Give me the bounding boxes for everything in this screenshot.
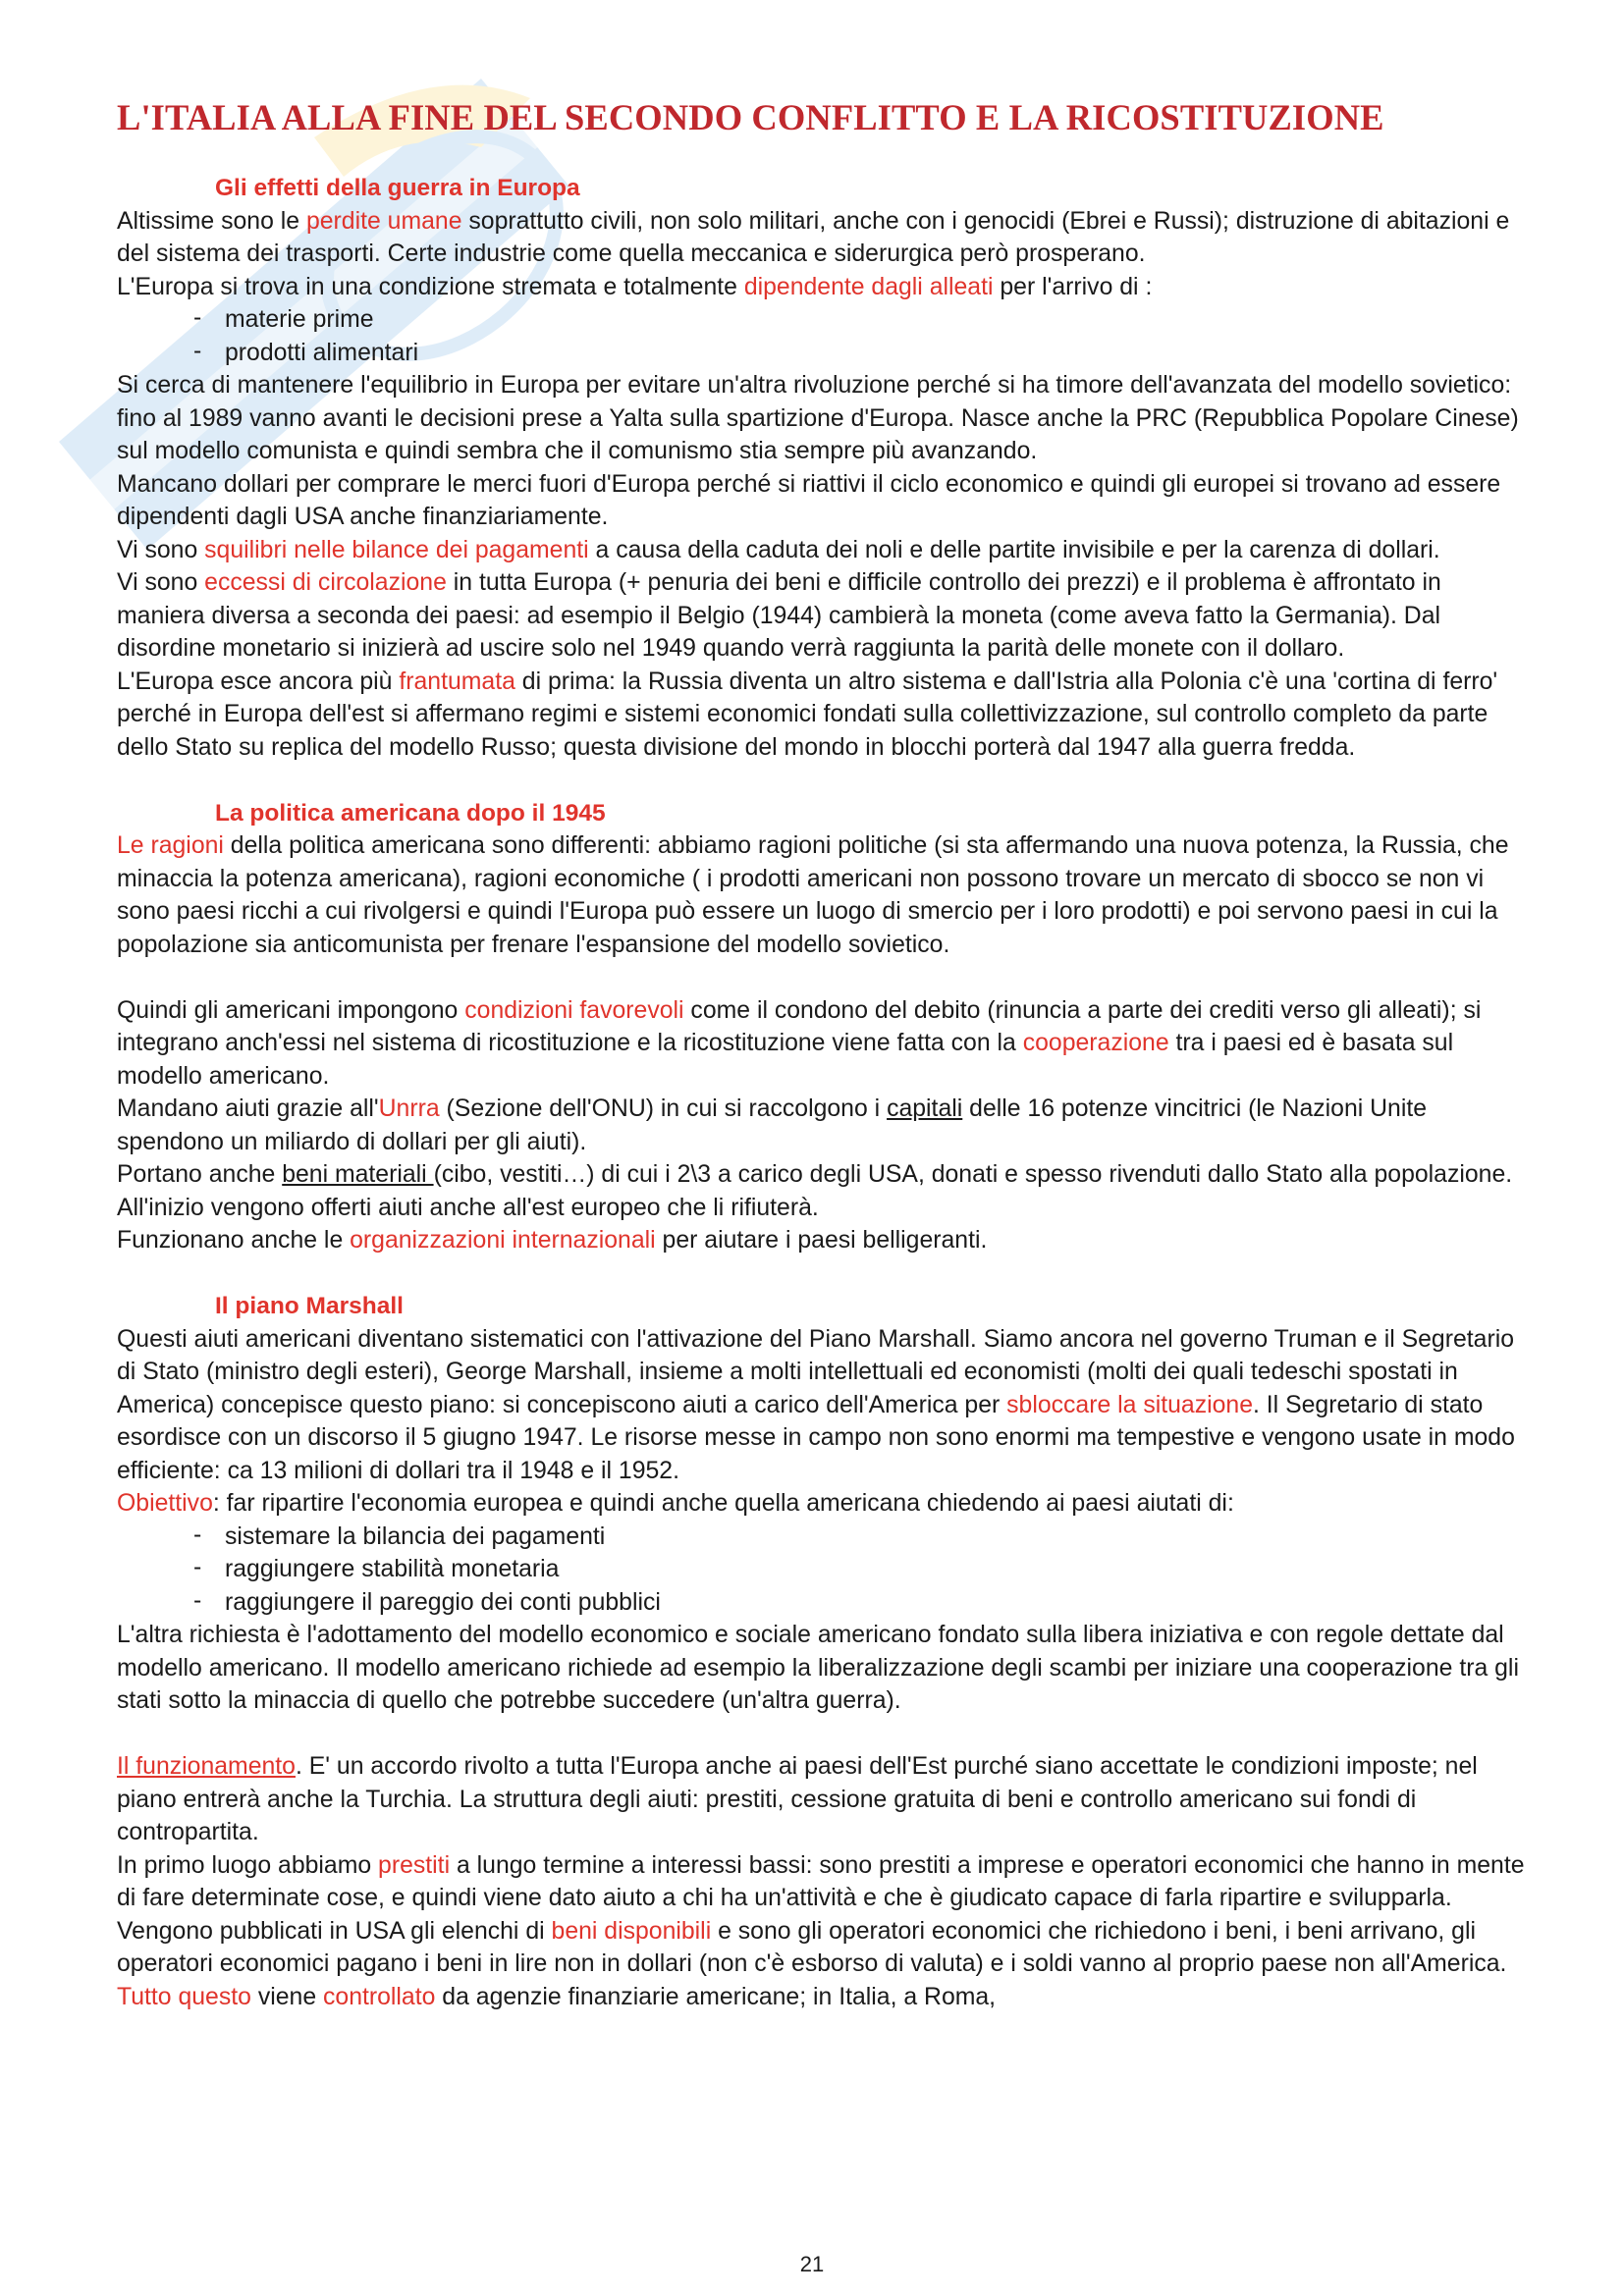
paragraph: Si cerca di mantenere l'equilibrio in Europa per evitare un'altra rivoluzione perché si ha timore dell'avanzata del modello sovietico: fino al 1989 vanno avanti le decisioni prese a Yalta sulla spartizione d'Europa. Nasce anche la PRC (Repubblica Popolare Cinese) sul modello comunista e quindi sembra che il comunismo stia sempre più avanzando. bbox=[117, 372, 1519, 464]
paragraph: Funzionano anche le organizzazioni internazionali per aiutare i paesi belligeranti. bbox=[117, 1227, 988, 1254]
paragraph: Vi sono eccessi di circolazione in tutta Europa (+ penuria dei beni e difficile controllo dei prezzi) e il problema è affrontato in maniera diversa a seconda dei paesi: ad esempio il Belgio (1944) cambierà la moneta (come aveva fatto la Germania). Dal disordine monetario si inizierà ad uscire solo nel 1949 quando verrà raggiunta la parità delle monete con il dollaro. bbox=[117, 569, 1441, 662]
page-title: L'ITALIA ALLA FINE DEL SECONDO CONFLITTO E LA RICOSTITUZIONE bbox=[117, 97, 1384, 137]
highlight: prestiti bbox=[378, 1851, 451, 1879]
paragraph: Obiettivo: far ripartire l'economia europea e quindi anche quella americana chiedendo ai paesi aiutati di: bbox=[117, 1490, 1234, 1517]
paragraph: Questi aiuti americani diventano sistematici con l'attivazione del Piano Marshall. Siamo ancora nel governo Truman e il Segretario di Stato (ministro degli esteri), George Marshall, insieme a molti intellettuali ed economisti (molti dei quali tedeschi spostati in America) concepisce questo piano: si concepiscono aiuti a carico dell'America per sbloccare la situazione. Il Segretario di stato esordisce con un discorso il 5 giugno 1947. Le risorse messe in campo non sono enormi ma tempestive e vengono usate in modo efficiente: ca 13 milioni di dollari tra il 1948 e il 1952. bbox=[117, 1325, 1515, 1484]
section-piano-marshall bbox=[117, 1290, 1531, 2013]
highlight: Il funzionamento bbox=[117, 1753, 296, 1780]
underlined-term: capitali bbox=[887, 1095, 963, 1122]
highlight: squilibri nelle bilance dei pagamenti bbox=[204, 536, 589, 563]
highlight: condizioni favorevoli bbox=[464, 996, 684, 1024]
paragraph: Le ragioni della politica americana sono differenti: abbiamo ragioni politiche (si sta affermando una nuova potenza, la Russia, che minaccia la potenza americana), ragioni economiche ( i prodotti americani non possono trovare un mercato di sbocco se non vi sono paesi ricchi a cui rivolgersi e quindi l'Europa può essere un luogo di smercio per i loro prodotti) e poi servono paesi in cui la popolazione sia anticomunista per frenare l'espansione del modello sovietico. bbox=[117, 832, 1509, 958]
highlight: sbloccare la situazione bbox=[1006, 1391, 1254, 1418]
highlight: frantumata bbox=[399, 667, 515, 695]
list-item: - raggiungere il pareggio dei conti pubblici bbox=[225, 1586, 1531, 1620]
highlight: controllato bbox=[323, 1983, 436, 2010]
paragraph: Mandano aiuti grazie all'Unrra (Sezione dell'ONU) in cui si raccolgono i capitali delle 16 potenze vincitrici (le Nazioni Unite spendono un miliardo di dollari per gli aiuti). bbox=[117, 1095, 1428, 1155]
section-heading: Gli effetti della guerra in Europa bbox=[215, 175, 580, 201]
highlight: perdite umane bbox=[305, 207, 462, 235]
paragraph: Vengono pubblicati in USA gli elenchi di beni disponibili e sono gli operatori economici che richiedono i beni, i beni arrivano, gli operatori economici pagano i beni in lire non in dollari (non c'è esborso di valuta) e i soldi vanno al proprio paese non all'America. Tutto questo viene controllato da agenzie finanziarie americane; in Italia, a Roma, bbox=[117, 1917, 1507, 2010]
paragraph: L'altra richiesta è l'adottamento del modello economico e sociale americano fondato sulla libera iniziativa e con regole dettate dal modello americano. Il modello americano richiede ad esempio la liberalizzazione degli scambi per iniziare una cooperazione tra gli stati sotto la minaccia di quello che potrebbe succedere (un'altra guerra). bbox=[117, 1622, 1519, 1714]
highlight: beni disponibili bbox=[551, 1917, 712, 1945]
section-heading: La politica americana dopo il 1945 bbox=[215, 799, 606, 827]
section-heading: Il piano Marshall bbox=[215, 1293, 404, 1319]
page-number: 21 bbox=[799, 2252, 825, 2276]
highlight: Le ragioni bbox=[117, 832, 224, 859]
section-effetti-guerra bbox=[117, 172, 1531, 764]
section-politica-americana bbox=[117, 797, 1531, 1257]
paragraph: Portano anche beni materiali (cibo, vestiti…) di cui i 2\3 a carico degli USA, donati e spesso rivenduti dallo Stato alla popolazione. All'inizio vengono offerti aiuti anche all'est europeo che li rifiuterà. bbox=[117, 1161, 1513, 1221]
highlight: organizzazioni internazionali bbox=[350, 1227, 656, 1254]
list-item: - sistemare la bilancia dei pagamenti bbox=[225, 1521, 1531, 1554]
highlight: cooperazione bbox=[1022, 1030, 1169, 1056]
paragraph: Vi sono squilibri nelle bilance dei pagamenti a causa della caduta dei noli e delle partite invisibile e per la carenza di dollari. bbox=[117, 536, 1440, 563]
list-item: - materie prime bbox=[225, 303, 1531, 337]
document-page bbox=[117, 96, 1531, 2013]
paragraph: Il funzionamento. E' un accordo rivolto a tutta l'Europa anche ai paesi dell'Est purché siano accettate le condizioni imposte; nel piano entrerà anche la Turchia. La struttura degli aiuti: prestiti, cessione gratuita di beni e controllo americano sui fondi di contropartita. bbox=[117, 1753, 1478, 1845]
paragraph: Mancano dollari per comprare le merci fuori d'Europa perché si riattivi il ciclo economico e quindi gli europei si trovano ad essere dipendenti dagli USA anche finanziariamente. bbox=[117, 470, 1501, 530]
paragraph: L'Europa esce ancora più frantumata di prima: la Russia diventa un altro sistema e dall'Istria alla Polonia c'è una 'cortina di ferro' perché in Europa dell'est si affermano regimi e sistemi economici fondati sulla collettivizzazione, sul controllo completo da parte dello Stato su replica del modello Russo; questa divisione del mondo in blocchi porterà dal 1947 alla guerra fredda. bbox=[117, 667, 1498, 761]
highlight: eccessi di circolazione bbox=[204, 569, 447, 596]
bullet-list bbox=[117, 303, 1531, 369]
list-item: - raggiungere stabilità monetaria bbox=[225, 1553, 1531, 1586]
highlight: Obiettivo bbox=[117, 1490, 213, 1517]
paragraph: In primo luogo abbiamo prestiti a lungo termine a interessi bassi: sono prestiti a imprese e operatori economici che hanno in mente di fare determinate cose, e quindi viene dato aiuto a chi ha un'attività e che è giudicato capace di farla ripartire e svilupparla. bbox=[117, 1851, 1525, 1911]
highlight: Tutto questo bbox=[117, 1983, 251, 2010]
bullet-list bbox=[117, 1521, 1531, 1620]
highlight: dipendente dagli alleati bbox=[743, 273, 994, 300]
paragraph: Quindi gli americani impongono condizioni favorevoli come il condono del debito (rinuncia a parte dei crediti verso gli alleati); si integrano anch'essi nel sistema di ricostituzione e la ricostituzione viene fatta con la cooperazione tra i paesi ed è basata sul modello americano. bbox=[117, 996, 1482, 1090]
paragraph: L'Europa si trova in una condizione stremata e totalmente dipendente dagli alleati per l'arrivo di : bbox=[117, 273, 1153, 300]
highlight: Unrra bbox=[378, 1095, 440, 1122]
list-item: - prodotti alimentari bbox=[225, 337, 1531, 370]
paragraph: Altissime sono le perdite umane soprattutto civili, non solo militari, anche con i genocidi (Ebrei e Russi); distruzione di abitazioni e del sistema dei trasporti. Certe industrie come quella meccanica e siderurgica però prosperano. bbox=[117, 207, 1510, 267]
underlined-term: beni materiali bbox=[282, 1161, 434, 1188]
